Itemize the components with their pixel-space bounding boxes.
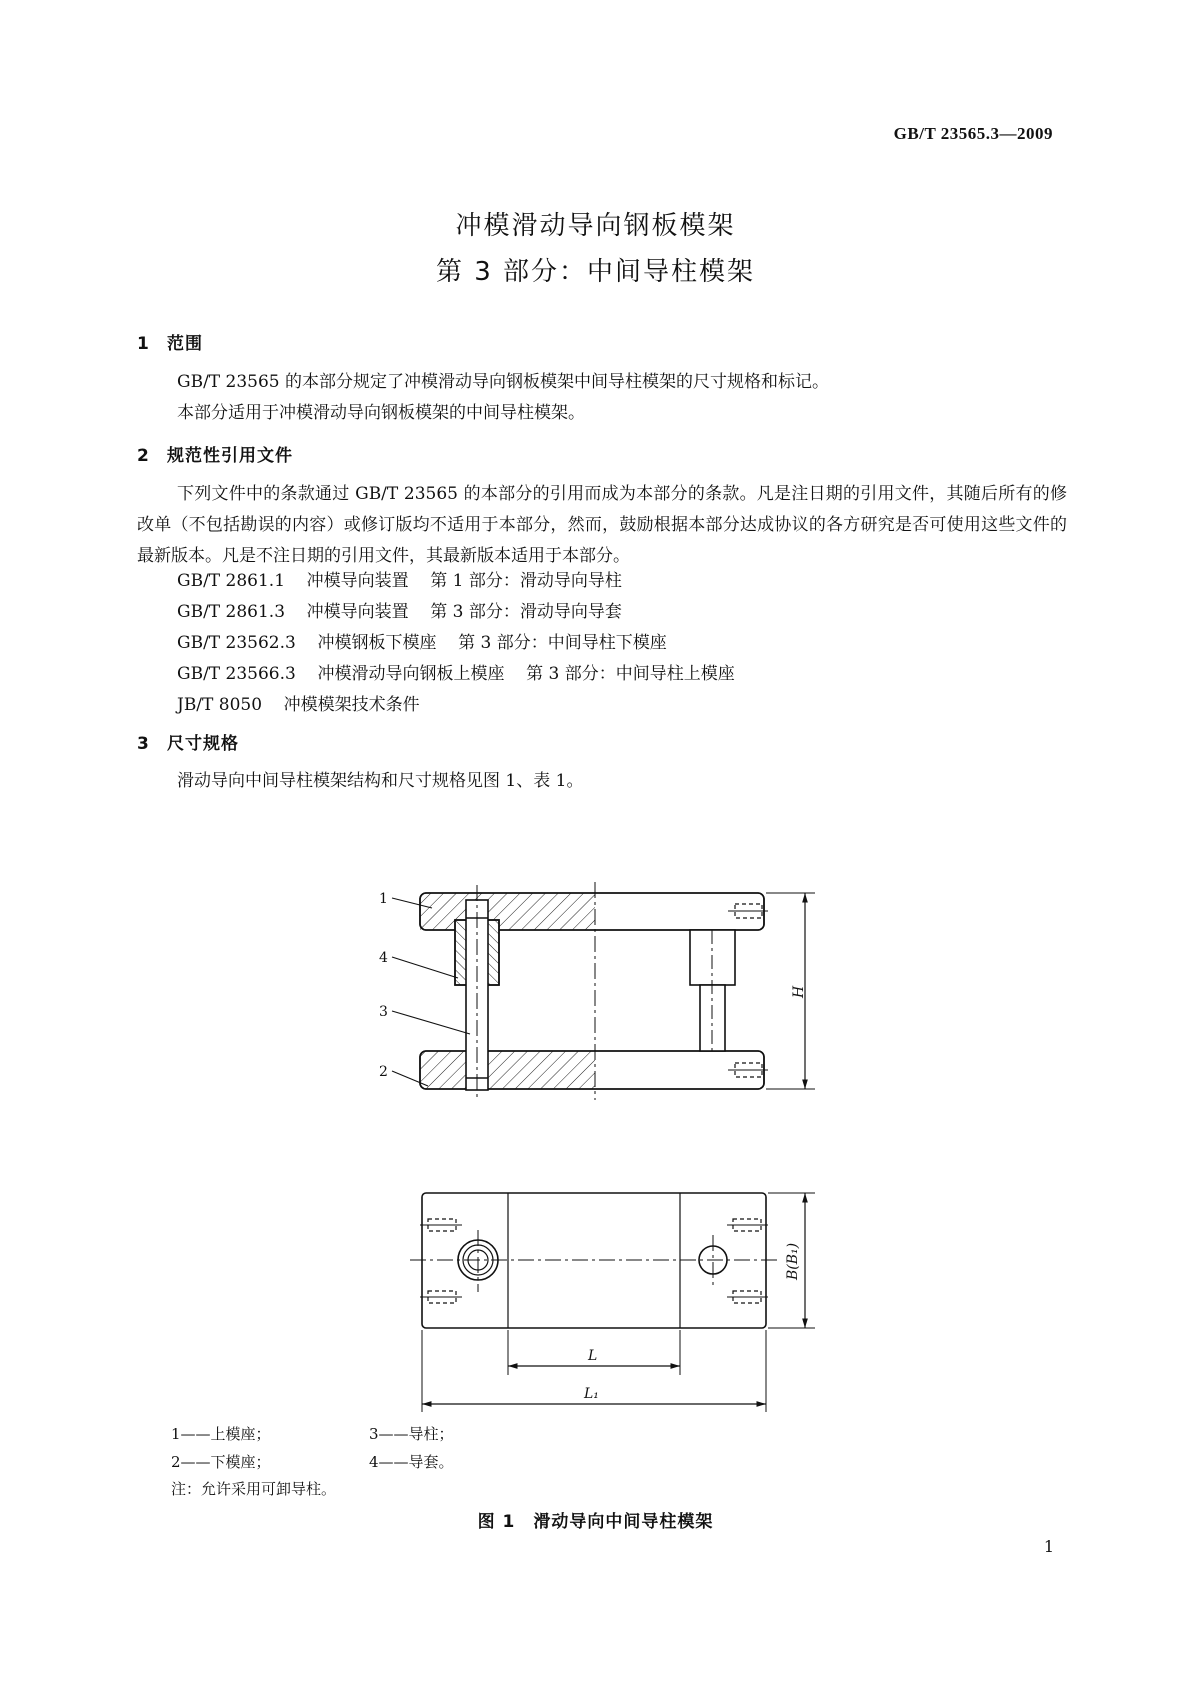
legend-number: 4 xyxy=(369,1453,379,1471)
paragraph: 滑动导向中间导柱模架结构和尺寸规格见图 1、表 1。 xyxy=(177,771,584,791)
dim-label-L: L xyxy=(588,1348,598,1364)
reference-item: GB/T 23562.3 冲模钢板下模座 第 3 部分：中间导柱下模座 xyxy=(177,633,667,653)
reference-item: GB/T 2861.1 冲模导向装置 第 1 部分：滑动导向导柱 xyxy=(177,571,622,591)
legend-separator: —— xyxy=(180,1453,211,1471)
legend-separator: —— xyxy=(378,1453,409,1471)
document-title: 冲模滑动导向钢板模架 xyxy=(455,211,736,241)
legend-item-4 xyxy=(369,1451,454,1472)
reference-item: GB/T 23566.3 冲模滑动导向钢板上模座 第 3 部分：中间导柱上模座 xyxy=(177,664,735,684)
paragraph: 本部分适用于冲模滑动导向钢板模架的中间导柱模架。 xyxy=(177,403,585,423)
legend-number: 1 xyxy=(171,1425,181,1443)
figure-note: 注：允许采用可卸导柱。 xyxy=(171,1480,337,1498)
dim-label-L1: L₁ xyxy=(584,1386,599,1402)
legend-separator: —— xyxy=(378,1425,409,1443)
legend-text: 导柱； xyxy=(408,1425,454,1443)
reference-item: JB/T 8050 冲模模架技术条件 xyxy=(177,695,420,715)
callout-1: 1 xyxy=(379,891,388,907)
legend-number: 2 xyxy=(171,1453,181,1471)
standard-code: GB/T 23565.3—2009 xyxy=(893,124,1053,143)
section-number: 1 xyxy=(137,334,150,354)
callout-2: 2 xyxy=(379,1064,388,1080)
callout-3: 3 xyxy=(379,1004,388,1020)
section-number: 2 xyxy=(137,446,150,466)
paragraph: GB/T 23565 的本部分规定了冲模滑动导向钢板模架中间导柱模架的尺寸规格和标记。 xyxy=(177,372,830,392)
section-title: 规范性引用文件 xyxy=(167,446,293,466)
legend-text: 上模座； xyxy=(210,1425,271,1443)
paragraph: 下列文件中的条款通过 GB/T 23565 的本部分的引用而成为本部分的条款。凡是注日期的引用文件，其随后所有的修改单（不包括勘误的内容）或修订版均不适用于本部分，然而，鼓励根据本部分达成协议的各方研究是否可使用这些文件的最新版本。凡是不注日期的引用文件，其最新版本适用于本部分。 xyxy=(137,484,1067,566)
section-title: 范围 xyxy=(167,334,203,354)
legend-number: 3 xyxy=(369,1425,379,1443)
reference-item: GB/T 2861.3 冲模导向装置 第 3 部分：滑动导向导套 xyxy=(177,602,622,622)
callout-4: 4 xyxy=(379,950,388,966)
legend-item-3 xyxy=(369,1423,454,1444)
upper-die-base-section-hatch xyxy=(420,893,595,930)
legend-separator: —— xyxy=(180,1425,211,1443)
plan-view xyxy=(410,1193,815,1412)
lower-die-base-section-hatch xyxy=(420,1051,595,1089)
dim-label-B: B(B₁) xyxy=(785,1242,801,1280)
dim-label-H: H xyxy=(791,985,807,998)
front-view xyxy=(392,882,815,1100)
legend-text: 导套。 xyxy=(408,1453,454,1471)
figure-caption: 图 1 滑动导向中间导柱模架 xyxy=(477,1512,714,1532)
legend-text: 下模座； xyxy=(210,1453,271,1471)
page-number: 1 xyxy=(1043,1537,1054,1556)
legend-item-1 xyxy=(171,1423,271,1444)
section-title: 尺寸规格 xyxy=(167,734,239,754)
document-subtitle: 第 3 部分：中间导柱模架 xyxy=(435,257,756,287)
section-number: 3 xyxy=(137,734,150,754)
legend-item-2 xyxy=(171,1451,271,1472)
